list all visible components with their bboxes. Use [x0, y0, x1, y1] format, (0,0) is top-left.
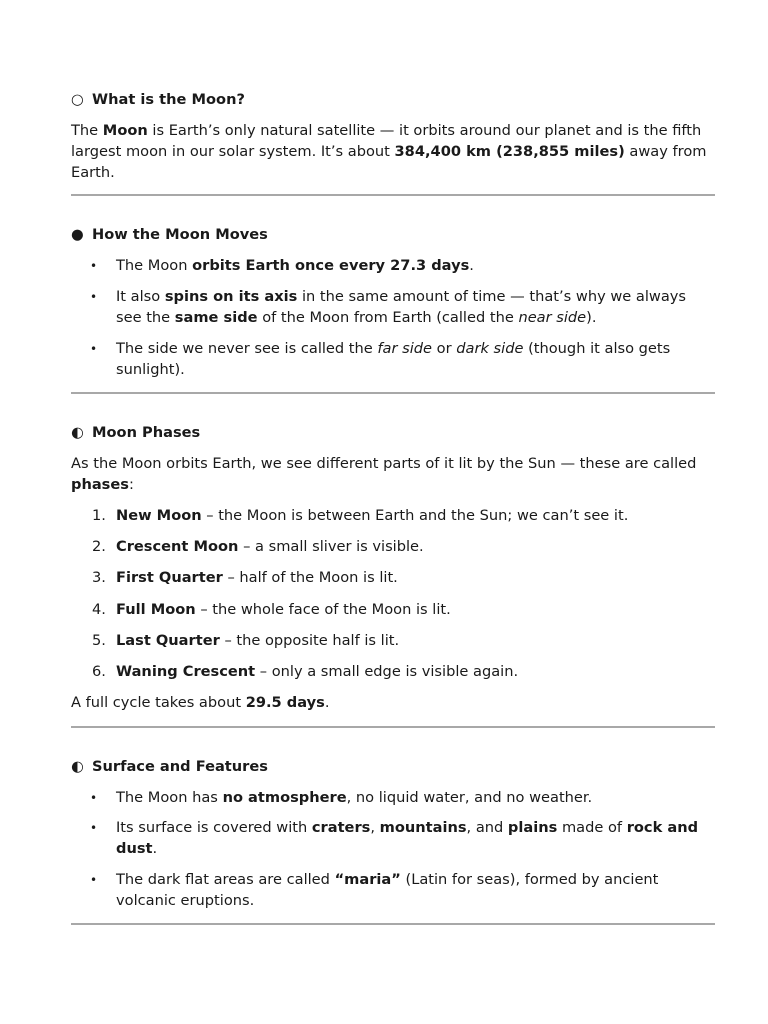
text: in the same amount of time — that’s why we always see the [116, 288, 687, 326]
divider [71, 923, 715, 925]
text: is Earth’s only natural satellite — it orbits around our planet and is the fifth largest moon in our solar system. It’s about [71, 122, 702, 160]
list-number: 3. [92, 569, 106, 587]
text: The Moon has [116, 788, 223, 806]
bold-text: no atmosphere [222, 788, 347, 806]
bold-text: phases [71, 476, 129, 494]
italic-text: dark side [456, 339, 524, 357]
list-item [71, 870, 715, 912]
section-moon-phases [71, 422, 715, 727]
bold-text: mountains [379, 819, 467, 837]
text: It also [116, 288, 165, 306]
text: Its surface is covered with [116, 819, 312, 837]
divider [71, 194, 715, 196]
list-item [71, 506, 715, 527]
text: As the Moon orbits Earth, we see different parts of it lit by the Sun — these are called [71, 455, 697, 473]
text: . [152, 840, 158, 858]
list-item [71, 600, 715, 621]
bullet-list [71, 256, 715, 380]
italic-text: far side [377, 339, 433, 357]
section-title: Surface and Features [92, 757, 268, 775]
list-item [71, 256, 715, 277]
empty-circle-icon: ○ [71, 91, 84, 108]
text: , no liquid water, and no weather. [346, 788, 593, 806]
italic-text: near side [518, 308, 587, 326]
list-number: 4. [92, 600, 106, 618]
text: (though it also gets sunlight). [116, 339, 671, 378]
text: The [71, 122, 103, 139]
list-item [71, 818, 715, 860]
list-item [71, 568, 715, 589]
section-heading [71, 756, 715, 778]
filled-circle-icon: ● [71, 226, 84, 244]
paragraph [71, 693, 715, 714]
text: away from Earth. [71, 142, 707, 181]
text: , and [466, 819, 508, 837]
phase-description: – only a small edge is visible again. [255, 662, 519, 680]
text: : [128, 476, 134, 494]
section-surface-and-features [71, 756, 715, 926]
bold-text: plains [507, 819, 558, 837]
section-title: How the Moon Moves [92, 226, 268, 244]
divider [71, 392, 715, 394]
list-item [71, 788, 715, 809]
section-heading [71, 89, 715, 111]
phase-name: Last Quarter [116, 631, 220, 649]
list-number: 6. [92, 662, 106, 680]
section-what-is-the-moon [71, 89, 715, 196]
text: The side we never see is called the [116, 339, 378, 357]
phase-name: Full Moon [116, 600, 196, 618]
list-number: 1. [92, 506, 106, 524]
document-body [71, 89, 715, 925]
section-heading [71, 422, 715, 444]
phase-name: Waning Crescent [116, 662, 256, 680]
text: or [432, 339, 457, 357]
text: (Latin for seas), formed by ancient volcanic eruptions. [116, 870, 659, 909]
half-circle-icon: ◐ [71, 424, 84, 442]
list-item [71, 537, 715, 558]
list-number: 5. [92, 631, 106, 649]
list-item [71, 631, 715, 652]
text: of the Moon from Earth (called the [257, 308, 519, 326]
phase-name: First Quarter [116, 569, 223, 587]
phase-description: – the opposite half is lit. [219, 631, 400, 649]
bold-text: Moon [102, 122, 148, 139]
phase-description: – the whole face of the Moon is lit. [195, 600, 451, 618]
phase-name: Crescent Moon [116, 538, 239, 556]
bullet-list [71, 788, 715, 912]
numbered-list [71, 506, 715, 683]
bold-text: “maria” [334, 870, 401, 888]
section-how-the-moon-moves [71, 224, 715, 394]
phase-description: – half of the Moon is lit. [222, 569, 398, 587]
section-title: What is the Moon? [92, 91, 245, 108]
text: ). [586, 308, 597, 326]
bold-text: orbits Earth once every 27.3 days [192, 257, 470, 275]
bold-text: 384,400 km (238,855 miles) [394, 142, 625, 160]
text: The Moon [116, 257, 193, 275]
list-item [71, 339, 715, 381]
paragraph [71, 121, 715, 183]
bold-text: 29.5 days [245, 693, 325, 711]
text: . [324, 693, 330, 711]
text: . [469, 257, 474, 275]
bold-text: spins on its axis [164, 288, 298, 306]
text: The dark flat areas are called [116, 870, 335, 888]
bold-text: rock and dust [116, 819, 699, 858]
section-heading [71, 224, 715, 246]
divider [71, 726, 715, 728]
bold-text: craters [311, 819, 371, 837]
text: , [370, 819, 380, 837]
bold-text: same side [174, 308, 258, 326]
text: A full cycle takes about [71, 693, 246, 711]
phase-description: – the Moon is between Earth and the Sun; we can’t see it. [201, 506, 629, 524]
phase-name: New Moon [116, 506, 202, 524]
list-number: 2. [92, 538, 106, 556]
paragraph [71, 454, 715, 496]
list-item [71, 287, 715, 329]
list-item [71, 662, 715, 683]
section-title: Moon Phases [92, 424, 201, 442]
half-circle-icon: ◐ [71, 757, 84, 775]
text: made of [557, 819, 627, 837]
phase-description: – a small sliver is visible. [238, 538, 424, 556]
